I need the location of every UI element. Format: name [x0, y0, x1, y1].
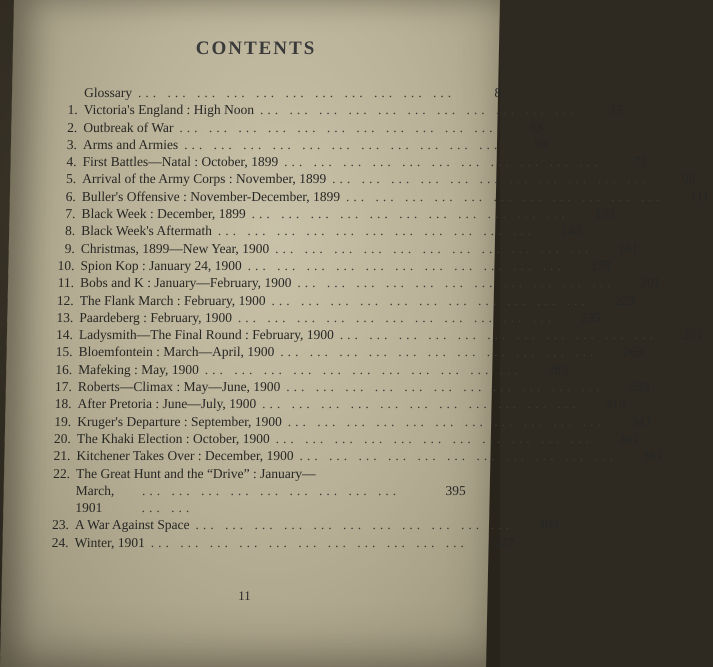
entry-number: 23. — [51, 517, 70, 533]
dot-leader: ... ... ... ... ... ... ... ... ... ... ... — [237, 309, 556, 325]
entry-page: 8 — [494, 85, 502, 100]
entry-title: Christmas, 1899—New Year, 1900 — [80, 240, 270, 256]
toc-entry — [54, 188, 710, 205]
entry-title: Winter, 1901 — [74, 534, 145, 550]
dot-leader: ... ... ... ... ... ... ... ... ... ... ... — [217, 223, 536, 239]
dot-leader: ... ... ... ... ... ... ... ... ... ... ... — [297, 275, 615, 291]
toc-entry — [52, 257, 611, 274]
entry-page: 235 — [580, 309, 602, 325]
entry-page: 123 — [594, 206, 616, 222]
toc-entry — [53, 205, 616, 222]
entry-title-block — [75, 465, 466, 517]
entry-number: 2. — [67, 119, 78, 135]
entry-page: 99 — [681, 171, 696, 187]
entry-title: Kruger's Departure : September, 1900 — [77, 413, 283, 429]
entry-title: Black Week's Aftermath — [81, 223, 213, 239]
entry-page: 251 — [682, 327, 704, 343]
toc-entry — [49, 395, 626, 412]
entry-title: Mafeking : May, 1900 — [78, 361, 200, 377]
dot-leader: ... ... ... ... ... ... ... ... ... ... ... — [345, 188, 664, 204]
entry-page: 409 — [538, 517, 559, 533]
toc-entry — [53, 240, 639, 257]
entry-page: 381 — [642, 448, 663, 464]
entry-page: 179 — [590, 257, 611, 273]
entry-number: 8. — [64, 223, 76, 239]
entry-title: After Pretoria : June—July, 1900 — [77, 396, 257, 412]
entry-title-line-1: The Great Hunt and the “Drive” : January— — [75, 465, 316, 481]
dot-leader: ... ... ... ... ... ... ... ... ... ... ... — [247, 257, 565, 273]
toc-entry — [51, 326, 704, 343]
toc-entry-wrapped — [47, 465, 466, 517]
entry-number: 17. — [54, 379, 73, 395]
toc-entry — [54, 170, 696, 187]
toc-entry — [46, 534, 515, 551]
dot-leader: ... ... ... ... ... ... ... ... ... ... ... — [259, 102, 578, 118]
entry-title: Glossary — [83, 85, 133, 100]
entry-number: 3. — [66, 136, 78, 152]
entry-title: Buller's Offensive : November-December, 1899 — [81, 188, 341, 204]
dot-leader: ... ... ... ... ... ... ... ... ... ... ... — [262, 396, 580, 412]
toc-entry — [55, 136, 548, 153]
entry-title: Bloemfontein : March—April, 1900 — [78, 344, 275, 360]
dot-leader: ... ... ... ... ... ... ... ... ... ... ... — [150, 534, 469, 550]
toc-entry-glossary — [56, 84, 502, 101]
entry-page: 319 — [604, 396, 626, 412]
entry-page: 161 — [617, 240, 639, 256]
entry-page: 33 — [528, 119, 543, 135]
toc-entry — [56, 101, 624, 118]
toc-entry — [52, 274, 661, 291]
dot-leader: ... ... ... ... ... ... ... ... ... ... ... — [137, 85, 456, 100]
dot-leader: ... ... ... ... ... ... ... ... ... ... ... — [271, 292, 589, 308]
entry-page: 201 — [640, 275, 661, 291]
entry-title: Kitchener Takes Over : December, 1900 — [76, 448, 294, 464]
entry-number: 14. — [55, 327, 74, 343]
entry-number: 21. — [53, 448, 71, 464]
entry-title: First Battles—Natal : October, 1899 — [82, 154, 279, 170]
toc-entry — [53, 222, 582, 239]
toc-entry — [54, 153, 648, 170]
toc-entry — [50, 378, 650, 395]
entry-page: 361 — [618, 430, 640, 446]
page-number-footer: 11 — [238, 588, 251, 603]
toc-entry — [55, 119, 543, 136]
entry-title: Spion Kop : January 24, 1900 — [80, 257, 242, 273]
dot-leader: ... ... ... ... ... ... ... ... ... ... ... — [275, 430, 594, 446]
toc-entry — [49, 413, 652, 430]
entry-title: Outbreak of War — [83, 119, 174, 135]
entry-title: Roberts—Climax : May—June, 1900 — [77, 379, 281, 395]
entry-number: 18. — [54, 396, 72, 412]
entry-number: 6. — [65, 188, 77, 204]
toc-entry — [50, 343, 644, 360]
entry-page: 59 — [533, 136, 548, 152]
dot-leader: ... ... ... ... ... ... ... ... ... ... ... — [204, 361, 523, 377]
entry-page: 395 — [445, 482, 466, 498]
entry-number: 7. — [65, 206, 76, 222]
dot-leader: ... ... ... ... ... ... ... ... ... ... ... — [275, 240, 593, 256]
dot-leader: ... ... ... ... ... ... ... ... ... ... ... — [280, 344, 598, 360]
entry-title-line-2: March, 1901 — [75, 482, 115, 516]
entry-number: 15. — [55, 344, 73, 360]
dot-leader: ... ... ... ... ... ... ... ... ... ... ... — [195, 517, 513, 533]
dot-leader: ... ... ... ... ... ... ... ... ... ... ... — [179, 119, 497, 135]
entry-number: 4. — [66, 154, 77, 170]
entry-page: 143 — [560, 223, 582, 239]
entry-number: 22. — [53, 465, 71, 481]
entry-number: 16. — [55, 361, 73, 377]
entry-page: 283 — [547, 361, 569, 377]
dot-leader: ... ... ... ... ... ... ... ... ... ... ... — [332, 171, 650, 187]
dot-leader: ... ... ... ... ... ... ... ... ... ... ... — [184, 136, 502, 152]
page-title: CONTENTS — [195, 38, 317, 59]
entry-number: 5. — [65, 171, 77, 187]
table-of-contents — [46, 84, 710, 551]
entry-page: 223 — [614, 292, 635, 308]
toc-entry — [49, 430, 640, 447]
entry-page: 75 — [633, 154, 648, 170]
toc-entry — [50, 361, 569, 378]
toc-entry — [52, 292, 635, 309]
entry-number: 9. — [64, 240, 75, 256]
entry-number: 19. — [54, 413, 72, 429]
dot-leader: ... ... ... ... ... ... ... ... ... ... ... — [251, 206, 570, 222]
dot-leader: ... ... ... ... ... ... ... ... ... ... ... — [286, 379, 604, 395]
entry-number: 10. — [57, 257, 75, 273]
entry-number: 20. — [53, 430, 71, 446]
entry-page: 343 — [630, 413, 652, 429]
entry-title: Black Week : December, 1899 — [81, 206, 246, 222]
entry-title: Bobs and K : January—February, 1900 — [79, 275, 292, 291]
toc-entry — [47, 516, 559, 533]
entry-page: 111 — [689, 188, 710, 204]
dot-leader: ... ... ... ... ... ... ... ... ... ... ... — [299, 448, 617, 464]
entry-title: Arms and Armies — [82, 136, 179, 152]
entry-title: The Flank March : February, 1900 — [79, 292, 266, 308]
entry-title: Paardeberg : February, 1900 — [79, 309, 233, 325]
entry-page: 263 — [623, 344, 644, 360]
entry-title: Arrival of the Army Corps : November, 1899 — [82, 171, 327, 187]
entry-title: Victoria's England : High Noon — [83, 102, 255, 118]
entry-number: 13. — [56, 309, 74, 325]
dot-leader: ... ... ... ... ... ... ... ... ... ... ... — [287, 413, 606, 429]
entry-number: 11. — [57, 275, 75, 291]
toc-entry — [51, 309, 602, 326]
entry-title: A War Against Space — [74, 517, 190, 533]
entry-title-line-2-row — [75, 482, 466, 517]
dot-leader: ... ... ... ... ... ... ... ... ... ... ... — [284, 154, 602, 170]
entry-title: The Khaki Election : October, 1900 — [76, 430, 270, 446]
dot-leader: ... ... ... ... ... ... ... ... ... ... ... — [339, 327, 658, 343]
entry-number: 1. — [67, 102, 78, 118]
dot-leader: ... ... ... ... ... ... ... ... ... ... ... — [141, 482, 401, 516]
toc-entry — [48, 447, 663, 464]
entry-number: 24. — [51, 534, 69, 550]
entry-page: 299 — [629, 379, 650, 395]
entry-page: 15 — [609, 102, 624, 118]
entry-title: Ladysmith—The Final Round : February, 1900 — [78, 327, 335, 343]
entry-page: 427 — [493, 534, 515, 550]
entry-number: 12. — [56, 292, 74, 308]
